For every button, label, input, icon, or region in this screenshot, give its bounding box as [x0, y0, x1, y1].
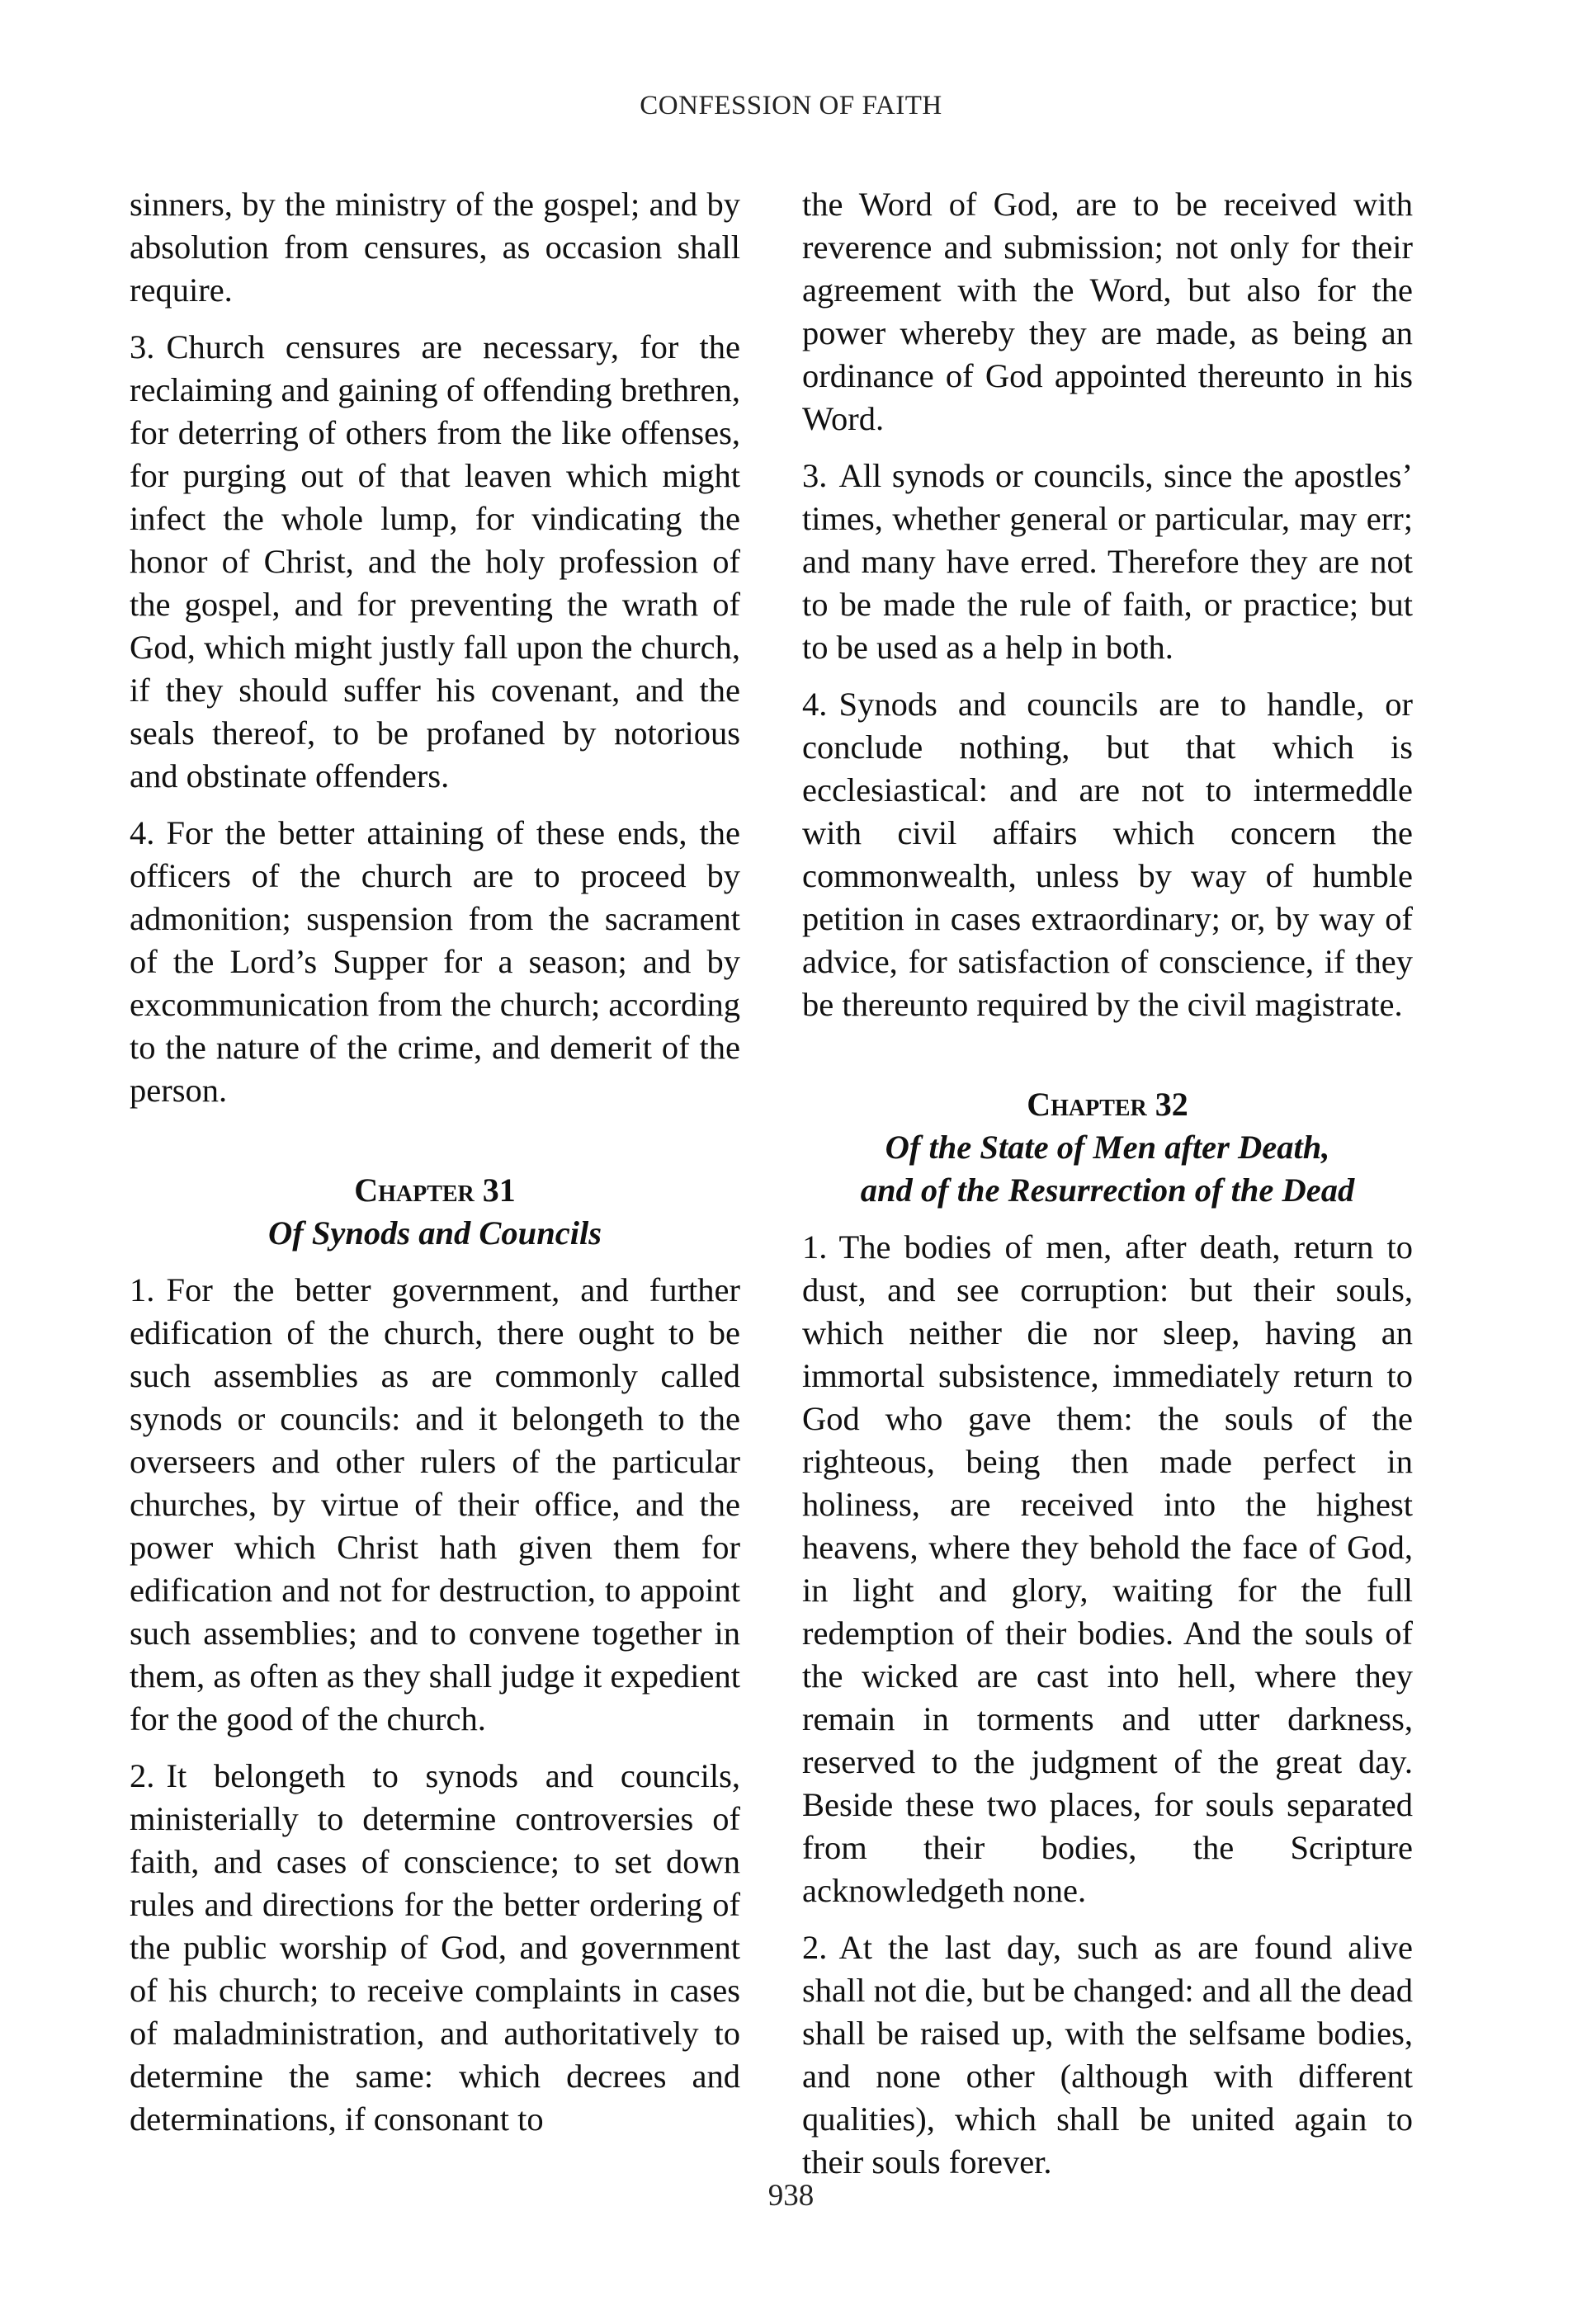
- paragraph-text: All synods or councils, since the apostles’ times, whether general or particular, may err; and many have erred. Therefore they are not to be made the rule of faith, or practice; but to be used as a help in both.: [802, 457, 1413, 666]
- paragraph-text: sinners, by the ministry of the gospel; and by absolution from censures, as occasion shall require.: [130, 186, 740, 309]
- paragraph-continued: [802, 183, 1413, 441]
- paragraph-number: 3.: [130, 328, 155, 365]
- paragraph-text: Synods and councils are to handle, or conclude nothing, but that which is ecclesiastical: and are not to intermeddle with civil affairs which concern the commonwealth, unless by way of humble petition in cases extraordinary; or, by way of advice, for satisfaction of conscience, if they be thereunto required by the civil magistrate.: [802, 686, 1413, 1023]
- left-column: [130, 183, 740, 2155]
- paragraph-number: 2.: [802, 1929, 828, 1966]
- paragraph-text: For the better attaining of these ends, the officers of the church are to proceed by admonition; suspension from the sacrament of the Lord’s Supper for a season; and by excommunication from the church; according to the nature of the crime, and demerit of the person.: [130, 814, 740, 1109]
- section-gap: [130, 1126, 740, 1169]
- chapter-31-paragraph-4: [802, 683, 1413, 1026]
- paragraph-3: [130, 326, 740, 798]
- running-head: CONFESSION OF FAITH: [640, 91, 942, 120]
- paragraph-4: [130, 812, 740, 1112]
- paragraph-number: 4.: [802, 686, 828, 723]
- section-gap: [802, 1040, 1413, 1083]
- page-number: 938: [767, 2179, 815, 2213]
- chapter-32-paragraph-1: [802, 1226, 1413, 1912]
- paragraph-number: 1.: [130, 1271, 155, 1308]
- paragraph-continued: [130, 183, 740, 312]
- paragraph-number: 1.: [802, 1228, 828, 1266]
- paragraph-text: Church censures are necessary, for the reclaiming and gaining of offending brethren, for deterring of others from the like offenses, for purging out of that leaven which might infect the whole lump, for vindicating the honor of Christ, and the holy profession of the gospel, and for preventing the wrath of God, which might justly fall upon the church, if they should suffer his covenant, and the seals thereof, to be profaned by notorious and obstinate offenders.: [130, 328, 740, 794]
- paragraph-text: The bodies of men, after death, return to dust, and see corruption: but their souls, which neither die nor sleep, having an immortal subsistence, immediately return to God who gave them: the souls of the righteous, being then made perfect in holiness, are received into the highest heavens, where they behold the face of God, in light and glory, waiting for the full redemption of their bodies. And the souls of the wicked are cast into hell, where they remain in torments and utter darkness, reserved to the judgment of the great day. Beside these two places, for souls separated from their bodies, the Scripture acknowledgeth none.: [802, 1228, 1413, 1909]
- chapter-title-line-2: and of the Resurrection of the Dead: [860, 1171, 1355, 1209]
- chapter-title: Of Synods and Councils: [268, 1214, 602, 1252]
- chapter-label: Chapter 31: [354, 1171, 516, 1209]
- chapter-label: Chapter 32: [1027, 1086, 1188, 1123]
- chapter-32-heading: [802, 1083, 1413, 1212]
- paragraph-number: 2.: [130, 1757, 155, 1794]
- chapter-title-line-1: Of the State of Men after Death,: [885, 1129, 1330, 1166]
- paragraph-text: It belongeth to synods and councils, ministerially to determine controversies of faith, and cases of conscience; to set down rules and directions for the better ordering of the public worship of God, and government of his church; to receive complaints in cases of maladministration, and authoritatively to determine the same: which decrees and determinations, if consonant to: [130, 1757, 740, 2138]
- chapter-31-paragraph-3: [802, 455, 1413, 669]
- paragraph-number: 4.: [130, 814, 155, 851]
- chapter-31-paragraph-1: [130, 1269, 740, 1741]
- chapter-31-paragraph-2: [130, 1755, 740, 2141]
- paragraph-text: the Word of God, are to be received with reverence and submission; not only for their agreement with the Word, but also for the power whereby they are made, as being an ordinance of God appointed thereunto in his Word.: [802, 186, 1413, 437]
- right-column: [802, 183, 1413, 2198]
- paragraph-text: At the last day, such as are found alive shall not die, but be changed: and all the dead shall be raised up, with the selfsame bodies, and none other (although with different qualities), which shall be united again to their souls forever.: [802, 1929, 1414, 2180]
- chapter-31-heading: [130, 1169, 740, 1255]
- paragraph-text: For the better government, and further edification of the church, there ought to be such assemblies as are commonly called synods or councils: and it belongeth to the overseers and other rulers of the particular churches, by virtue of their office, and the power which Christ hath given them for edification and not for destruction, to appoint such assemblies; and to convene together in them, as often as they shall judge it expedient for the good of the church.: [130, 1271, 740, 1737]
- paragraph-number: 3.: [802, 457, 828, 494]
- chapter-32-paragraph-2: [802, 1926, 1413, 2184]
